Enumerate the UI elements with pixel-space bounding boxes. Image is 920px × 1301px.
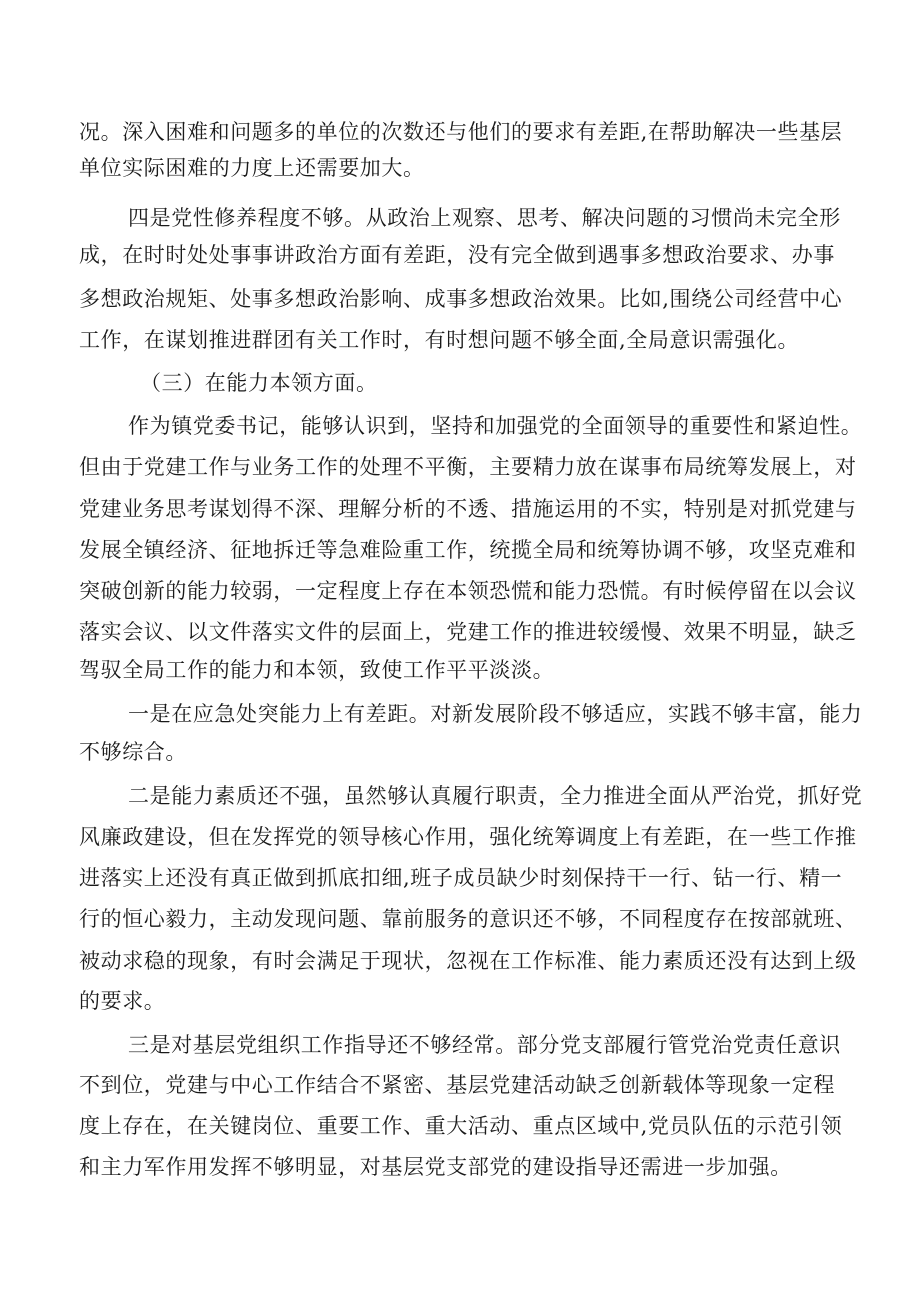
text-line: 工作，在谋划推进群团有关工作时，有时想问题不够全面,全局意识需强化。 [79, 328, 800, 352]
text-line: 作为镇党委书记，能够认识到，坚持和加强党的全面领导的重要性和紧迫性。 [128, 414, 863, 438]
text-line: 多想政治规矩、处事多想政治影响、成事多想政治效果。比如,围绕公司经营中心 [79, 287, 843, 311]
text-line: 况。深入困难和问题多的单位的次数还与他们的要求有差距,在帮助解决一些基层 [79, 120, 843, 144]
text-line: 二是能力素质还不强，虽然够认真履行职责，全力推进全面从严治党，抓好党 [128, 784, 863, 808]
text-line: 被动求稳的现象，有时会满足于现状，忽视在工作标准、能力素质还没有达到上级 [79, 949, 857, 973]
text-line: 风廉政建设，但在发挥党的领导核心作用，强化统筹调度上有差距，在一些工作推 [79, 825, 857, 849]
text-line: 三是对基层党组织工作指导还不够经常。部分党支部履行管党治党责任意识 [128, 1033, 841, 1057]
text-line: 成，在时时处处事事讲政治方面有差距，没有完全做到遇事多想政治要求、办事 [79, 243, 835, 267]
text-line: 单位实际困难的力度上还需要加大。 [79, 156, 425, 180]
text-line: 驾驭全局工作的能力和本领，致使工作平平淡淡。 [79, 658, 555, 682]
text-line: 和主力军作用发挥不够明显，对基层党支部党的建设指导还需进一步加强。 [79, 1155, 792, 1179]
text-line: 进落实上还没有真正做到抓底扣细,班子成员缺少时刻保持干一行、钻一行、精一 [79, 866, 843, 890]
text-line: 但由于党建工作与业务工作的处理不平衡，主要精力放在谋事布局统筹发展上，对 [79, 455, 857, 479]
text-line: 四是党性修养程度不够。从政治上观察、思考、解决问题的习惯尚未完全形 [128, 206, 841, 230]
text-line: 行的恒心毅力，主动发现问题、靠前服务的意识还不够，不同程度存在按部就班、 [79, 907, 857, 931]
text-line: 不到位，党建与中心工作结合不紧密、基层党建活动缺乏创新载体等现象一定程 [79, 1073, 835, 1097]
text-line: 一是在应急处突能力上有差距。对新发展阶段不够适应，实践不够丰富，能力 [128, 702, 863, 726]
text-line: 度上存在，在关键岗位、重要工作、重大活动、重点区域中,党员队伍的示范引领 [79, 1114, 843, 1138]
text-line: 发展全镇经济、征地拆迁等急难险重工作，统揽全局和统筹协调不够，攻坚克难和 [79, 538, 857, 562]
section-heading: （三）在能力本领方面。 [140, 371, 378, 395]
text-line: 不够综合。 [79, 740, 187, 764]
text-line: 突破创新的能力较弱，一定程度上存在本领恐慌和能力恐慌。有时候停留在以会议 [79, 579, 857, 603]
text-line: 落实会议、以文件落实文件的层面上，党建工作的推进较缓慢、效果不明显，缺乏 [79, 620, 857, 644]
text-line: 的要求。 [79, 989, 166, 1013]
text-line: 党建业务思考谋划得不深、理解分析的不透、措施运用的不实，特别是对抓党建与 [79, 497, 857, 521]
